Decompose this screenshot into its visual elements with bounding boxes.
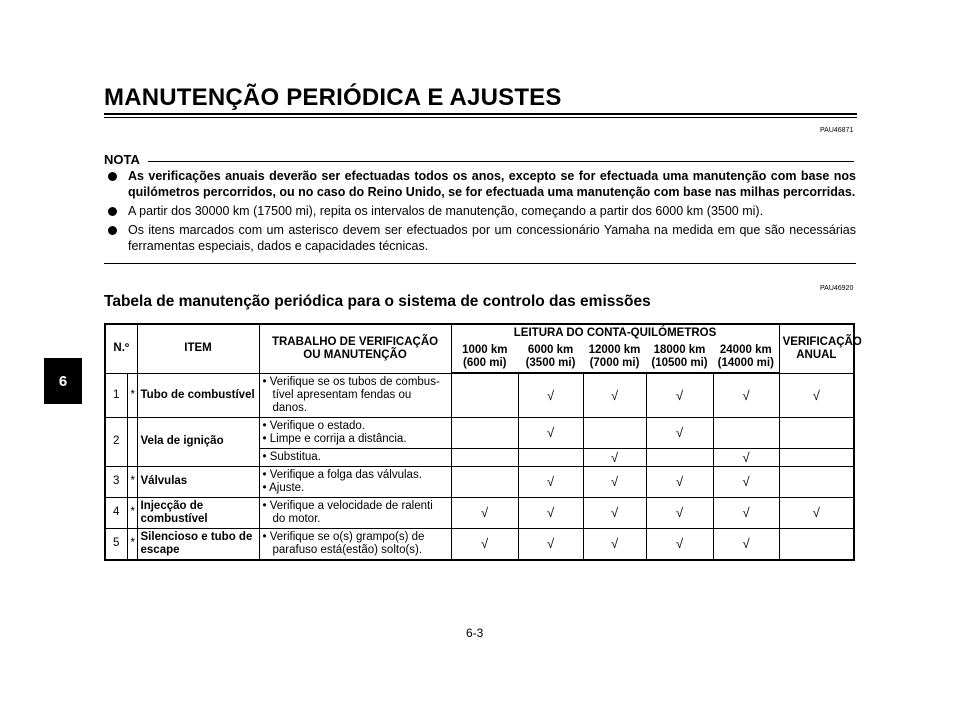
asterisk-marker: * (127, 497, 137, 528)
table-row (105, 466, 854, 497)
bullet-icon (108, 226, 117, 235)
work-line: • Ajuste. (262, 481, 305, 494)
check-cell (583, 373, 646, 417)
check-mark-icon: √ (675, 505, 684, 520)
check-cell (583, 528, 646, 560)
note-item-text: A partir dos 30000 km (17500 mi), repita os intervalos de manutenção, começando a partir dos 6000 km (3500 mi). (128, 204, 764, 218)
work-line: do motor. (272, 512, 321, 525)
header-interval: 24000 km (14000 mi) (713, 342, 779, 373)
header-interval: 6000 km (3500 mi) (518, 342, 583, 373)
header-interval: 12000 km (7000 mi) (583, 342, 646, 373)
check-cell (713, 528, 779, 560)
annual-check-cell (779, 417, 854, 448)
header-no: N.º (105, 324, 137, 373)
check-cell (451, 528, 518, 560)
check-mark-icon: √ (675, 474, 684, 489)
check-mark-icon: √ (742, 505, 750, 520)
check-mark-icon: √ (610, 474, 619, 489)
row-number: 1 (105, 373, 127, 417)
table-row (105, 373, 854, 417)
annual-check-cell (779, 448, 854, 466)
reference-code: PAU46871 (820, 127, 854, 134)
check-cell (583, 448, 646, 466)
note-item-text: As verificações anuais deverão ser efectuadas todos os anos, excepto se for efectuada uma manutenção com base nos quilómetros percorridos, ou no caso do Reino Unido, se for efectuada uma manutenção com base nas milhas percorridas. (128, 169, 856, 199)
item-name: Silencioso e tubo de escape (137, 528, 259, 560)
work-description (259, 466, 451, 497)
header-annual: VERIFICAÇÃO ANUAL (779, 324, 854, 373)
header-item: ITEM (137, 324, 259, 373)
annual-check-cell (779, 373, 854, 417)
work-description (259, 417, 451, 448)
note-rule (148, 161, 854, 162)
check-mark-icon: √ (610, 536, 619, 551)
row-number: 2 (105, 417, 127, 466)
bullet-icon (108, 172, 117, 181)
annual-check-cell (779, 528, 854, 560)
check-cell (451, 373, 518, 417)
note-item (104, 222, 856, 254)
check-mark-icon: √ (742, 536, 750, 551)
table-row (105, 528, 854, 560)
work-description (259, 497, 451, 528)
title-rule (104, 113, 857, 115)
note-list (104, 168, 856, 257)
asterisk-marker: * (127, 466, 137, 497)
check-mark-icon: √ (742, 449, 750, 465)
asterisk-marker: * (127, 528, 137, 560)
work-description (259, 448, 451, 466)
check-mark-icon: √ (480, 536, 489, 551)
chapter-tab: 6 (44, 358, 82, 404)
work-line: parafuso está(estão) solto(s). (272, 543, 423, 556)
check-cell (713, 417, 779, 448)
check-cell (451, 466, 518, 497)
annual-check-cell (779, 466, 854, 497)
item-name: Vela de ignição (137, 417, 259, 466)
row-number: 3 (105, 466, 127, 497)
check-mark-icon: √ (546, 474, 555, 489)
check-mark-icon: √ (546, 387, 555, 403)
work-line: • Limpe e corrija a distância. (262, 432, 407, 445)
work-line: • Verifique a velocidade de ralenti (262, 499, 433, 512)
check-mark-icon: √ (812, 505, 820, 520)
check-cell (646, 497, 713, 528)
check-cell (451, 417, 518, 448)
header-interval: 18000 km (10500 mi) (646, 342, 713, 373)
check-mark-icon: √ (546, 505, 555, 520)
check-mark-icon: √ (546, 425, 555, 440)
check-mark-icon: √ (546, 536, 555, 551)
work-line: tível apresentam fendas ou danos. (272, 388, 412, 414)
check-mark-icon: √ (675, 387, 684, 403)
check-mark-icon: √ (812, 387, 820, 403)
asterisk-marker (127, 417, 137, 466)
item-name: Injecção de combustível (137, 497, 259, 528)
work-line: • Verifique o estado. (262, 419, 365, 432)
note-end-rule (104, 263, 856, 264)
check-cell (451, 448, 518, 466)
row-number: 5 (105, 528, 127, 560)
header-odometer: LEITURA DO CONTA-QUILÓMETROS (451, 324, 779, 342)
table-row (105, 417, 854, 448)
check-mark-icon: √ (675, 425, 684, 440)
check-cell (518, 528, 583, 560)
check-cell (646, 528, 713, 560)
check-cell (518, 497, 583, 528)
check-mark-icon: √ (742, 474, 750, 489)
check-cell (713, 466, 779, 497)
check-mark-icon: √ (480, 505, 489, 520)
check-cell (583, 466, 646, 497)
bullet-icon (108, 207, 117, 216)
page-number: 6-3 (466, 626, 484, 640)
row-number: 4 (105, 497, 127, 528)
check-cell (713, 448, 779, 466)
note-item (104, 168, 856, 200)
check-cell (646, 373, 713, 417)
check-mark-icon: √ (675, 536, 684, 551)
check-cell (518, 417, 583, 448)
check-cell (713, 373, 779, 417)
work-description (259, 373, 451, 417)
title-rule-thin (104, 117, 857, 118)
annual-check-cell (779, 497, 854, 528)
check-cell (451, 497, 518, 528)
check-cell (646, 466, 713, 497)
check-cell (646, 417, 713, 448)
check-mark-icon: √ (610, 505, 619, 520)
page-title: MANUTENÇÃO PERIÓDICA E AJUSTES (104, 84, 562, 111)
note-item (104, 203, 856, 219)
asterisk-marker: * (127, 373, 137, 417)
header-work: TRABALHO DE VERIFICAÇÃO OU MANUTENÇÃO (259, 324, 451, 373)
check-cell (518, 448, 583, 466)
check-cell (646, 448, 713, 466)
item-name: Válvulas (137, 466, 259, 497)
header-interval: 1000 km (600 mi) (451, 342, 518, 373)
table-row (105, 497, 854, 528)
maintenance-table (104, 323, 862, 561)
check-cell (713, 497, 779, 528)
check-cell (583, 497, 646, 528)
check-mark-icon: √ (742, 387, 750, 403)
check-cell (518, 466, 583, 497)
work-line: • Verifique se os tubos de combus- (262, 375, 440, 388)
reference-code: PAU46920 (820, 285, 854, 292)
work-line: • Verifique se o(s) grampo(s) de (262, 530, 425, 543)
check-mark-icon: √ (610, 387, 619, 403)
work-description (259, 528, 451, 560)
work-line: • Verifique a folga das válvulas. (262, 468, 422, 481)
item-name: Tubo de combustível (137, 373, 259, 417)
check-mark-icon: √ (610, 449, 619, 465)
check-cell (518, 373, 583, 417)
work-line: • Substitua. (262, 450, 321, 463)
table-body (105, 373, 854, 560)
note-item-text: Os itens marcados com um asterisco devem ser efectuados por um concessionário Yamaha na medida em que são necessárias ferramentas especiais, dados e capacidades técnicas. (128, 223, 856, 253)
section-title: Tabela de manutenção periódica para o sistema de controlo das emissões (104, 293, 651, 310)
check-cell (583, 417, 646, 448)
note-label: NOTA (104, 152, 140, 167)
